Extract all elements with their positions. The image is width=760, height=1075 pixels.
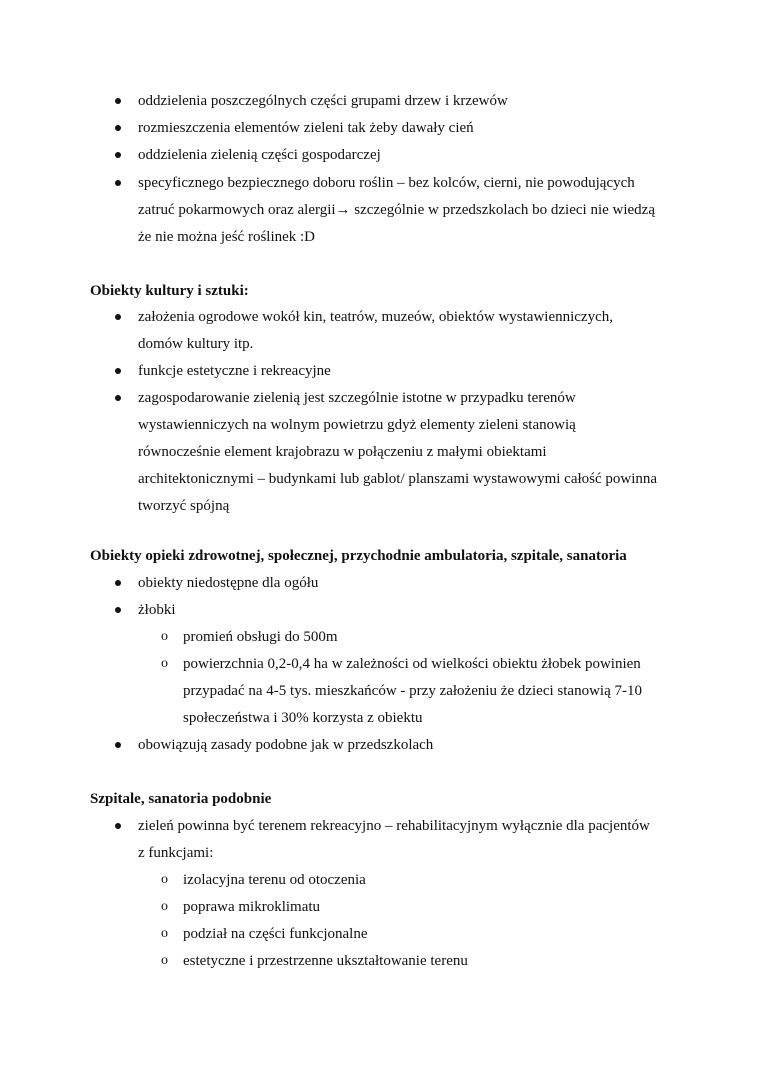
list-item-continuation: zatruć pokarmowych oraz alergii→ szczególnie w przedszkolach bo dzieci nie wiedzą: [138, 202, 655, 218]
sub-list-item: izolacyjna terenu od otoczenia: [183, 872, 366, 888]
bullet-icon: [115, 823, 121, 829]
list-item-continuation: że nie można jeść roślinek :D: [138, 229, 316, 245]
list-item-continuation: z funkcjami:: [138, 845, 214, 861]
sub-bullet-icon: o: [161, 872, 168, 887]
list-item: założenia ogrodowe wokół kin, teatrów, muzeów, obiektów wystawienniczych,: [138, 309, 613, 325]
bullet-icon: [115, 152, 121, 158]
list-item: oddzielenia zielenią części gospodarczej: [138, 147, 381, 163]
list-item-continuation: równocześnie element krajobrazu w połączeniu z małymi obiektami: [138, 444, 547, 460]
sub-bullet-icon: o: [161, 629, 168, 644]
sub-list-item: podział na części funkcjonalne: [183, 926, 368, 942]
list-item-continuation: domów kultury itp.: [138, 336, 254, 352]
list-item: zieleń powinna być terenem rekreacyjno – rehabilitacyjnym wyłącznie dla pacjentów: [138, 818, 650, 834]
bullet-icon: [115, 580, 121, 586]
bullet-icon: [115, 314, 121, 320]
list-item-continuation: architektonicznymi – budynkami lub gablot/ planszami wystawowymi całość powinna: [138, 471, 658, 487]
sub-list-item: promień obsługi do 500m: [183, 629, 338, 645]
list-item-continuation: wystawienniczych na wolnym powietrzu gdyż elementy zieleni stanowią: [138, 417, 576, 433]
sub-bullet-icon: o: [161, 656, 168, 671]
bullet-icon: [115, 98, 121, 104]
sub-list-item: powierzchnia 0,2-0,4 ha w zależności od wielkości obiektu żłobek powinien: [183, 656, 641, 672]
sub-list-item-continuation: społeczeństwa i 30% korzysta z obiektu: [183, 710, 423, 726]
list-item: obowiązują zasady podobne jak w przedszkolach: [138, 737, 434, 753]
sub-bullet-icon: o: [161, 953, 168, 968]
list-item: obiekty niedostępne dla ogółu: [138, 575, 319, 591]
list-item: żłobki: [138, 602, 176, 618]
sub-bullet-icon: o: [161, 926, 168, 941]
bullet-icon: [115, 125, 121, 131]
bullet-icon: [115, 395, 121, 401]
list-item: specyficznego bezpiecznego doboru roślin – bez kolców, cierni, nie powodujących: [138, 175, 635, 191]
bullet-icon: [115, 368, 121, 374]
list-item: funkcje estetyczne i rekreacyjne: [138, 363, 331, 379]
sub-list-item: estetyczne i przestrzenne ukształtowanie terenu: [183, 953, 468, 969]
bullet-icon: [115, 607, 121, 613]
section-heading-hospitals: Szpitale, sanatoria podobnie: [90, 791, 272, 807]
list-item: rozmieszczenia elementów zieleni tak żeby dawały cień: [138, 120, 474, 136]
sub-list-item: poprawa mikroklimatu: [183, 899, 321, 915]
list-item-continuation: tworzyć spójną: [138, 498, 230, 514]
list-item: zagospodarowanie zielenią jest szczególnie istotne w przypadku terenów: [138, 390, 576, 406]
bullet-icon: [115, 742, 121, 748]
section-heading-culture: Obiekty kultury i sztuki:: [90, 283, 249, 299]
sub-list-item-continuation: przypadać na 4-5 tys. mieszkańców - przy założeniu że dzieci stanowią 7-10: [183, 683, 642, 699]
list-item: oddzielenia poszczególnych części grupami drzew i krzewów: [138, 93, 508, 109]
sub-bullet-icon: o: [161, 899, 168, 914]
bullet-icon: [115, 180, 121, 186]
section-heading-healthcare: Obiekty opieki zdrowotnej, społecznej, przychodnie ambulatoria, szpitale, sanatoria: [90, 548, 627, 564]
